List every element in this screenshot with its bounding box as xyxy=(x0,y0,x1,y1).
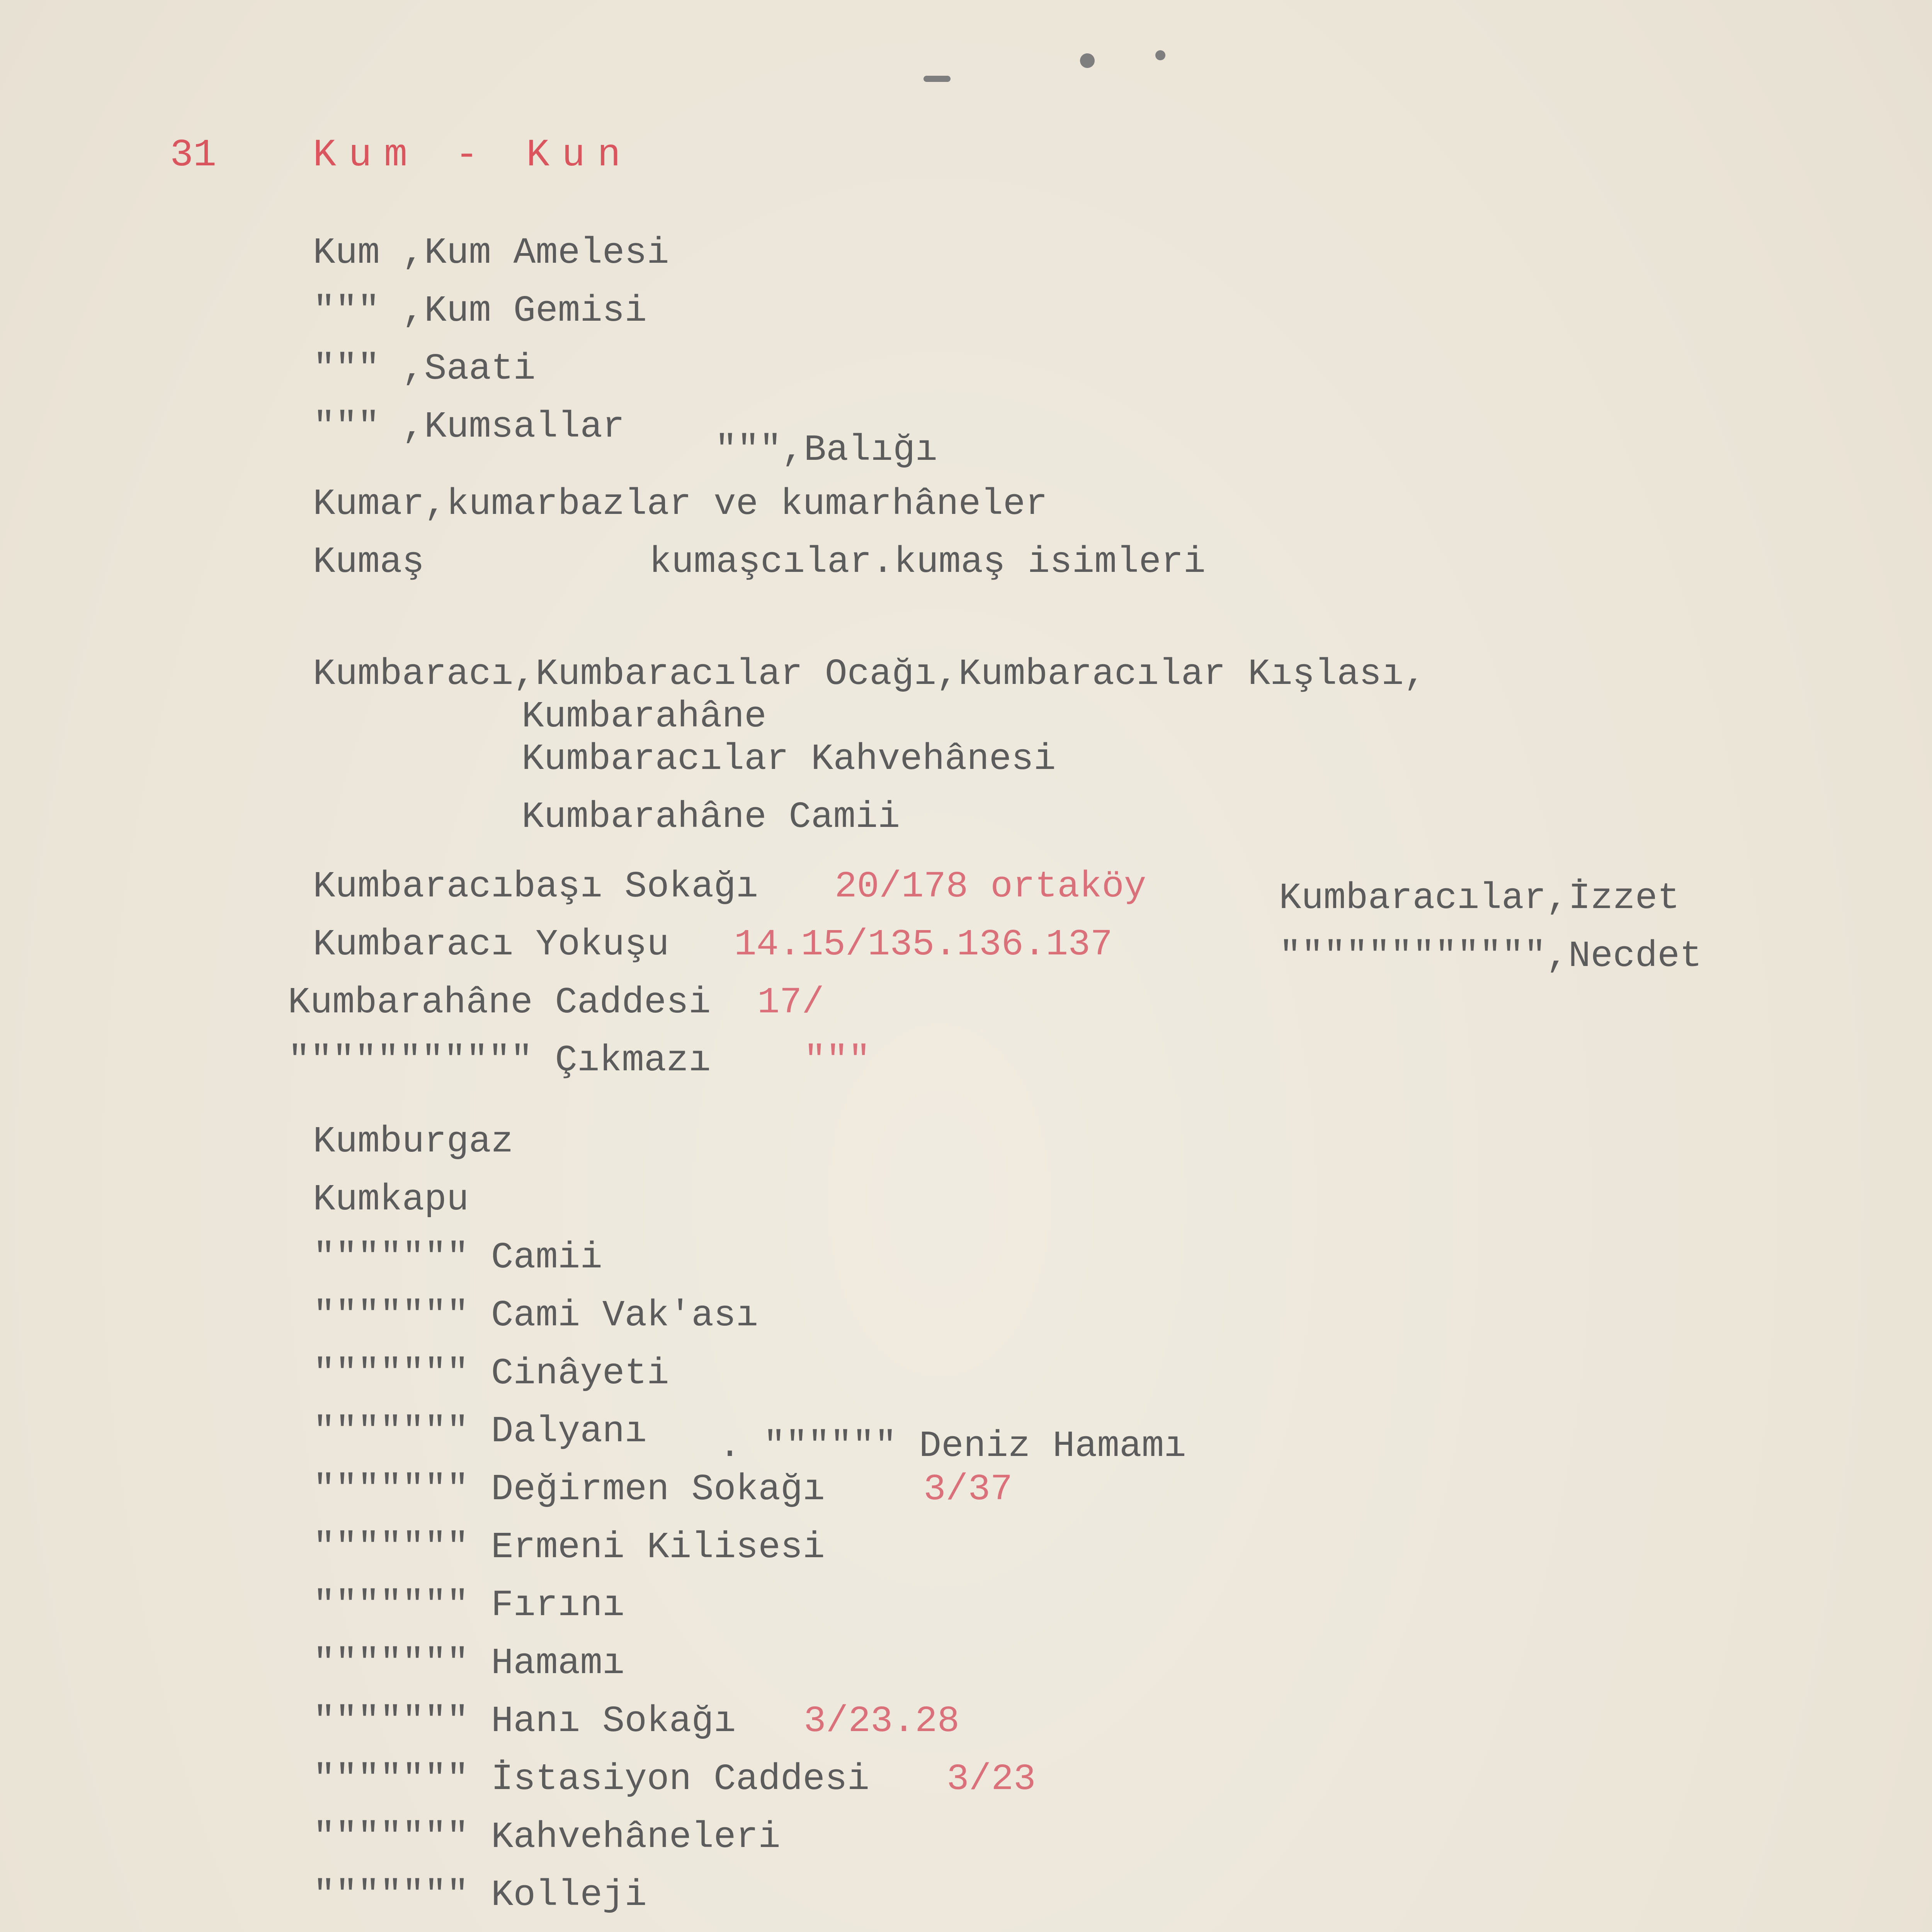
entry-text: Kumkapu xyxy=(313,1179,469,1221)
entry-text: Kumar,kumarbazlar ve kumarhâneler xyxy=(313,483,1048,525)
entry-text: """ ,Kumsallar xyxy=(313,406,625,448)
entry-text: Kumbaracılar Kahvehânesi xyxy=(522,738,1056,780)
entry-text: """ ,Saati xyxy=(313,348,536,390)
entry-extra-text: """,Balığı xyxy=(715,429,938,471)
entry-text: """"""" Ermeni Kilisesi xyxy=(313,1526,825,1568)
ink-dash-mark xyxy=(923,76,951,82)
entry-text: Kumaş xyxy=(313,541,425,583)
page-number: 31 xyxy=(170,134,217,177)
entry-text: """ ,Kum Gemisi xyxy=(313,290,647,332)
entry-text: Kumbaracıbaşı Sokağı xyxy=(313,866,759,908)
entry-text: Kumbarahâne Camii xyxy=(522,796,900,838)
entry-reference: 14.15/135.136.137 xyxy=(734,923,1113,966)
entry-reference: 20/178 ortaköy xyxy=(835,866,1146,908)
side-note: Kumbaracılar,İzzet xyxy=(1279,877,1680,919)
entry-text: """"""" Hamamı xyxy=(313,1642,625,1684)
entry-text: Kumburgaz xyxy=(313,1121,514,1163)
ink-dot-mark xyxy=(1155,50,1165,60)
entry-text: Kumbarahâne xyxy=(522,696,767,738)
entry-text: """"""""""" Çıkmazı xyxy=(288,1039,711,1082)
entry-reference: 17/ xyxy=(757,981,824,1024)
entry-text: """"""" Kolleji xyxy=(313,1874,647,1916)
entry-text: Kumbaracı Yokuşu xyxy=(313,923,669,966)
entry-text: """"""" İstasiyon Caddesi xyxy=(313,1758,870,1800)
entry-extra-text: kumaşcılar.kumaş isimleri xyxy=(649,541,1206,583)
entry-text: """"""" Camii xyxy=(313,1236,602,1279)
entry-text: Kumbaracı,Kumbaracılar Ocağı,Kumbaracılar Kışlası, xyxy=(313,653,1426,695)
entry-extra-text: . """""" Deniz Hamamı xyxy=(719,1425,1186,1467)
entry-text: """"""" Değirmen Sokağı xyxy=(313,1468,825,1510)
entry-text: Kum ,Kum Amelesi xyxy=(313,232,669,274)
entry-text: """"""" Hanı Sokağı xyxy=(313,1700,736,1742)
entry-reference: 3/23 xyxy=(947,1758,1036,1800)
entry-reference: 3/23.28 xyxy=(804,1700,960,1742)
entry-text: """"""" Dalyanı xyxy=(313,1410,647,1452)
side-note: """""""""""",Necdet xyxy=(1279,935,1702,977)
entry-text: """"""" Fırını xyxy=(313,1584,625,1626)
entry-text: """"""" Cami Vak'ası xyxy=(313,1294,759,1337)
entry-reference: 3/37 xyxy=(923,1468,1013,1510)
ink-cross-mark xyxy=(1080,53,1095,68)
entry-text: Kumbarahâne Caddesi xyxy=(288,981,711,1024)
entry-text: """"""" Cinâyeti xyxy=(313,1352,669,1395)
entry-text: """"""" Kahvehâneleri xyxy=(313,1816,781,1858)
page-header-range: Kum - Kun xyxy=(313,134,633,177)
entry-reference: """ xyxy=(804,1039,871,1082)
